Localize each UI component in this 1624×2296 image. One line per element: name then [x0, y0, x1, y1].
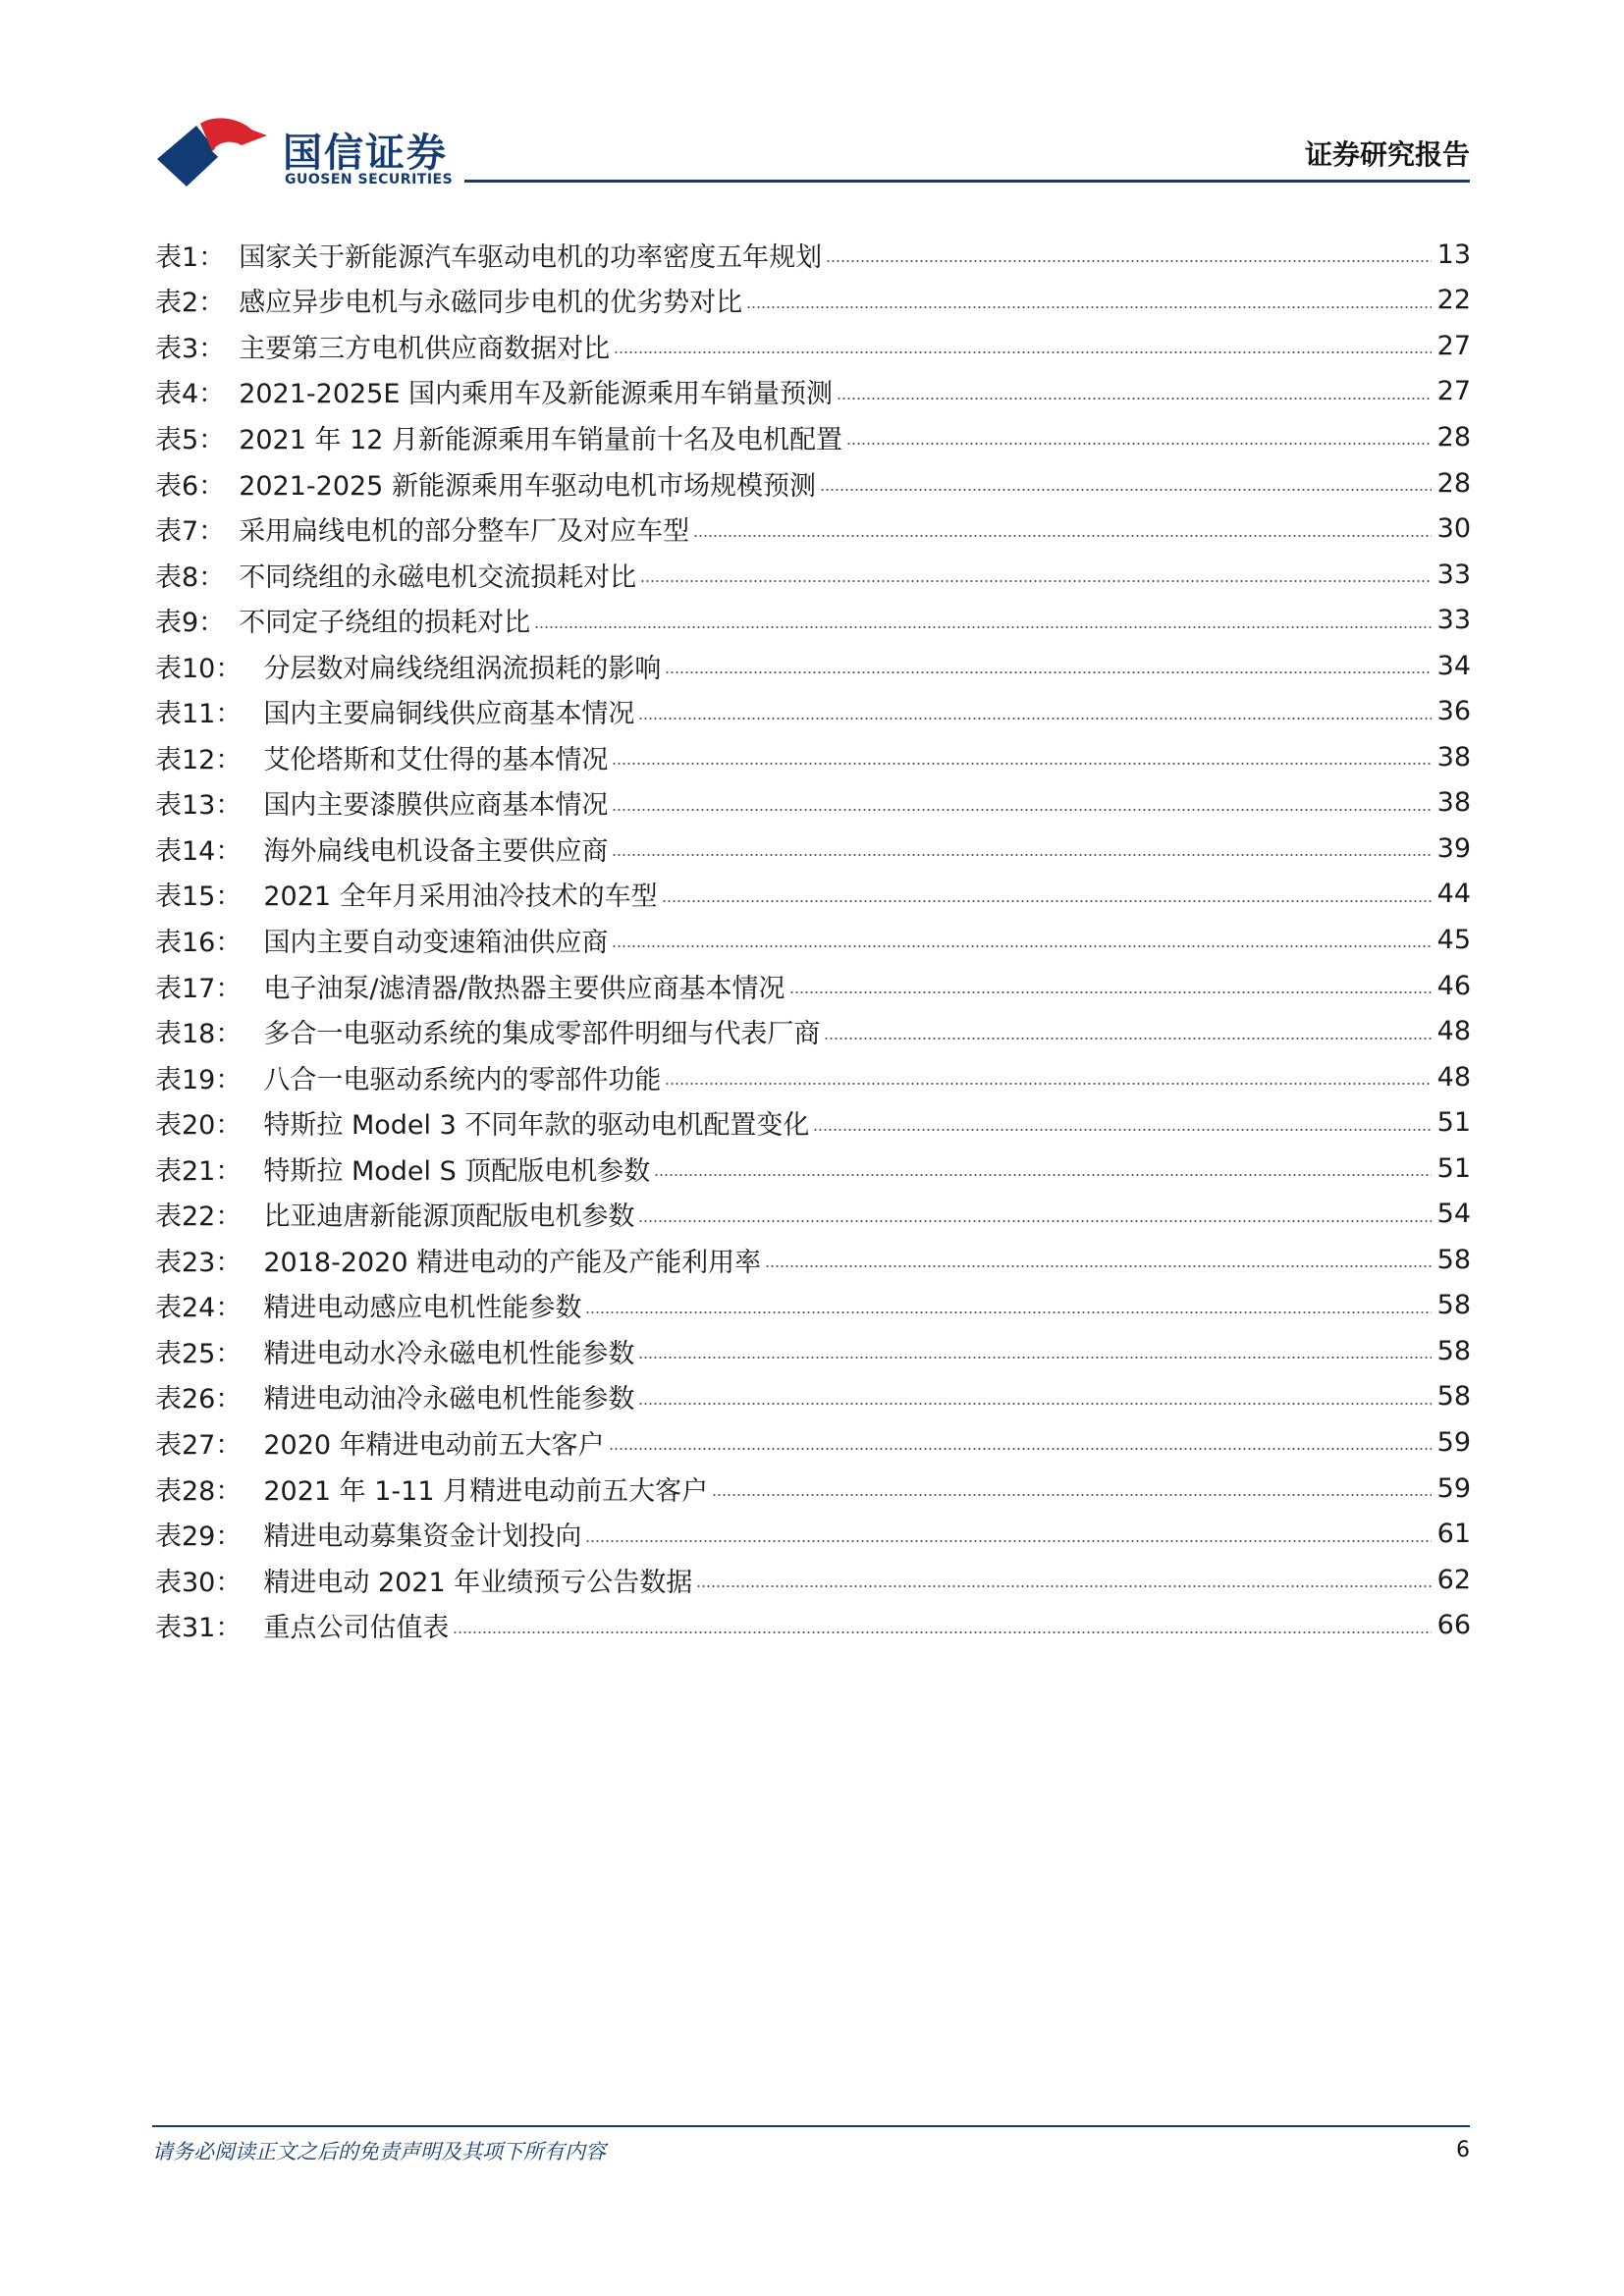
- toc-entry-label: 表13：: [155, 790, 243, 822]
- toc-entry-leader: [638, 1403, 1431, 1405]
- toc-entry[interactable]: [155, 1099, 1471, 1146]
- toc-entry-label: 表3：: [155, 333, 226, 364]
- toc-entry-title: 特斯拉 Model S 顶配版电机参数: [263, 1155, 651, 1187]
- toc-entry[interactable]: [155, 323, 1471, 369]
- table-of-contents: [155, 232, 1471, 1648]
- toc-entry-leader: [614, 351, 1431, 353]
- toc-entry-label: 表4：: [155, 379, 226, 410]
- toc-entry-page: 39: [1436, 832, 1471, 864]
- toc-entry-leader: [612, 809, 1431, 811]
- toc-entry-title: 分层数对扁线绕组涡流损耗的影响: [263, 653, 662, 684]
- toc-entry-title: 感应异步电机与永磁同步电机的优劣势对比: [239, 288, 743, 319]
- toc-entry-leader: [820, 489, 1432, 491]
- toc-entry-leader: [612, 854, 1431, 856]
- toc-entry-label: 表17：: [155, 973, 243, 1004]
- toc-entry-title: 精进电动油冷永磁电机性能参数: [263, 1384, 635, 1415]
- toc-entry-page: 22: [1436, 285, 1471, 316]
- toc-entry[interactable]: [155, 597, 1471, 643]
- toc-entry[interactable]: [155, 1557, 1471, 1603]
- page-header: [0, 0, 1624, 196]
- toc-entry-label: 表25：: [155, 1338, 243, 1369]
- toc-entry-page: 27: [1436, 376, 1471, 407]
- toc-entry-label: 表31：: [155, 1613, 243, 1644]
- toc-entry-page: 30: [1436, 513, 1471, 545]
- toc-entry-leader: [662, 900, 1432, 902]
- toc-entry-leader: [640, 580, 1431, 582]
- brand-name-en: GUOSEN SECURITIES: [285, 172, 454, 187]
- toc-entry-leader: [654, 1174, 1431, 1176]
- toc-entry-page: 28: [1436, 421, 1471, 453]
- toc-entry-title: 艾伦塔斯和艾仕得的基本情况: [263, 744, 609, 775]
- toc-entry-page: 59: [1436, 1472, 1471, 1504]
- toc-entry-label: 表8：: [155, 561, 226, 593]
- toc-entry[interactable]: [155, 1237, 1471, 1283]
- toc-entry[interactable]: [155, 1008, 1471, 1054]
- toc-entry-label: 表6：: [155, 470, 226, 502]
- toc-entry[interactable]: [155, 872, 1471, 918]
- toc-entry-title: 精进电动水冷永磁电机性能参数: [263, 1338, 635, 1369]
- toc-entry-leader: [826, 260, 1431, 262]
- toc-entry-page: 33: [1436, 605, 1471, 636]
- footer-divider: [152, 2125, 1470, 2127]
- toc-entry-page: 59: [1436, 1426, 1471, 1458]
- toc-entry-page: 46: [1436, 970, 1471, 1001]
- toc-entry-title: 2021-2025E 国内乘用车及新能源乘用车销量预测: [239, 379, 833, 410]
- toc-entry-title: 精进电动募集资金计划投向: [263, 1522, 582, 1553]
- toc-entry-title: 2021-2025 新能源乘用车驱动电机市场规模预测: [239, 470, 816, 502]
- toc-entry-leader: [453, 1631, 1431, 1633]
- toc-entry-page: 61: [1436, 1519, 1471, 1550]
- toc-entry-title: 八合一电驱动系统内的零部件功能: [263, 1064, 662, 1095]
- toc-entry-label: 表23：: [155, 1247, 243, 1278]
- toc-entry-title: 国内主要自动变速箱油供应商: [263, 927, 609, 958]
- toc-entry-title: 国内主要扁铜线供应商基本情况: [263, 699, 635, 730]
- toc-entry-label: 表22：: [155, 1201, 243, 1233]
- brand-logo-icon: [157, 116, 275, 187]
- toc-entry-title: 比亚迪唐新能源顶配版电机参数: [263, 1201, 635, 1233]
- toc-entry[interactable]: [155, 734, 1471, 780]
- toc-entry-label: 表11：: [155, 699, 243, 730]
- toc-entry[interactable]: [155, 1466, 1471, 1512]
- toc-entry-title: 国家关于新能源汽车驱动电机的功率密度五年规划: [239, 241, 823, 273]
- toc-entry-label: 表19：: [155, 1064, 243, 1095]
- toc-entry-leader: [638, 1357, 1431, 1359]
- toc-entry-label: 表7：: [155, 516, 226, 548]
- toc-entry-leader: [765, 1265, 1432, 1267]
- brand-logo: [157, 116, 452, 194]
- toc-entry-title: 国内主要漆膜供应商基本情况: [263, 790, 609, 822]
- toc-entry-label: 表5：: [155, 424, 226, 455]
- toc-entry[interactable]: [155, 963, 1471, 1009]
- page-number: 6: [1456, 2138, 1470, 2163]
- toc-entry-page: 51: [1436, 1107, 1471, 1139]
- toc-entry[interactable]: [155, 688, 1471, 734]
- toc-entry-leader: [638, 718, 1431, 720]
- toc-entry-title: 2020 年精进电动前五大客户: [263, 1429, 605, 1461]
- toc-entry-page: 58: [1436, 1335, 1471, 1366]
- toc-entry[interactable]: [155, 1054, 1471, 1100]
- toc-entry-page: 38: [1436, 787, 1471, 819]
- toc-entry-leader: [612, 763, 1431, 765]
- toc-entry-page: 45: [1436, 924, 1471, 955]
- toc-entry[interactable]: [155, 1283, 1471, 1329]
- toc-entry-page: 58: [1436, 1244, 1471, 1275]
- toc-entry-page: 27: [1436, 330, 1471, 361]
- toc-entry[interactable]: [155, 232, 1471, 278]
- toc-entry-title: 多合一电驱动系统的集成零部件明细与代表厂商: [263, 1019, 821, 1050]
- toc-entry-leader: [712, 1494, 1432, 1496]
- footer-disclaimer: 请务必阅读正文之后的免责声明及其项下所有内容: [152, 2140, 606, 2163]
- toc-entry-leader: [585, 1540, 1431, 1542]
- toc-entry[interactable]: [155, 1602, 1471, 1648]
- toc-entry-leader: [609, 1448, 1432, 1450]
- toc-entry-title: 海外扁线电机设备主要供应商: [263, 835, 609, 867]
- toc-entry[interactable]: [155, 1511, 1471, 1557]
- toc-entry-page: 66: [1436, 1610, 1471, 1641]
- toc-entry[interactable]: [155, 826, 1471, 872]
- toc-entry-label: 表9：: [155, 608, 226, 639]
- toc-entry[interactable]: [155, 460, 1471, 507]
- toc-entry-title: 特斯拉 Model 3 不同年款的驱动电机配置变化: [263, 1110, 810, 1142]
- toc-entry-leader: [612, 945, 1431, 947]
- toc-entry-title: 不同绕组的永磁电机交流损耗对比: [239, 561, 637, 593]
- toc-entry-label: 表15：: [155, 881, 243, 913]
- toc-entry-page: 58: [1436, 1290, 1471, 1321]
- toc-entry-page: 36: [1436, 696, 1471, 727]
- header-divider: [464, 180, 1470, 183]
- toc-entry-label: 表28：: [155, 1475, 243, 1507]
- toc-entry-label: 表21：: [155, 1155, 243, 1187]
- toc-entry-label: 表30：: [155, 1567, 243, 1598]
- toc-entry-page: 48: [1436, 1016, 1471, 1047]
- toc-entry-page: 58: [1436, 1381, 1471, 1413]
- toc-entry-leader: [824, 1038, 1431, 1040]
- toc-entry-title: 采用扁线电机的部分整车厂及对应车型: [239, 516, 690, 548]
- toc-entry-label: 表12：: [155, 744, 243, 775]
- toc-entry[interactable]: [155, 506, 1471, 552]
- toc-entry-label: 表1：: [155, 241, 226, 273]
- toc-entry-label: 表20：: [155, 1110, 243, 1142]
- toc-entry[interactable]: [155, 1328, 1471, 1374]
- toc-entry-label: 表16：: [155, 927, 243, 958]
- toc-entry-leader: [665, 671, 1431, 673]
- toc-entry-page: 44: [1436, 879, 1471, 910]
- toc-entry-leader: [813, 1129, 1431, 1131]
- toc-entry-title: 不同定子绕组的损耗对比: [239, 608, 531, 639]
- toc-entry-title: 2018-2020 精进电动的产能及产能利用率: [263, 1247, 762, 1278]
- toc-entry-label: 表2：: [155, 288, 226, 319]
- toc-entry-page: 34: [1436, 650, 1471, 681]
- brand-name-cn: 国信证券: [283, 131, 448, 176]
- toc-entry-title: 精进电动感应电机性能参数: [263, 1293, 582, 1324]
- toc-entry-page: 48: [1436, 1061, 1471, 1093]
- toc-entry[interactable]: [155, 278, 1471, 324]
- toc-entry-title: 电子油泵/滤清器/散热器主要供应商基本情况: [263, 973, 785, 1004]
- toc-entry-leader: [696, 1585, 1431, 1587]
- toc-entry-title: 2021 全年月采用油冷技术的车型: [263, 881, 658, 913]
- toc-entry-page: 28: [1436, 467, 1471, 499]
- toc-entry-leader: [846, 443, 1432, 445]
- toc-entry-page: 13: [1436, 239, 1471, 270]
- toc-entry[interactable]: [155, 1146, 1471, 1192]
- toc-entry-page: 54: [1436, 1199, 1471, 1230]
- toc-entry-title: 重点公司估值表: [263, 1613, 450, 1644]
- toc-entry-leader: [693, 535, 1431, 537]
- toc-entry[interactable]: [155, 414, 1471, 460]
- toc-entry-leader: [837, 398, 1432, 400]
- toc-entry-leader: [665, 1083, 1431, 1085]
- toc-entry-label: 表24：: [155, 1293, 243, 1324]
- toc-entry[interactable]: [155, 1374, 1471, 1420]
- toc-entry-page: 33: [1436, 559, 1471, 590]
- toc-entry-title: 主要第三方电机供应商数据对比: [239, 333, 611, 364]
- report-type: 证券研究报告: [1304, 138, 1470, 171]
- toc-entry-label: 表14：: [155, 835, 243, 867]
- toc-entry[interactable]: [155, 643, 1471, 689]
- toc-entry-leader: [638, 1220, 1431, 1222]
- toc-entry-leader: [789, 991, 1432, 993]
- toc-entry[interactable]: [155, 552, 1471, 598]
- toc-entry-title: 精进电动 2021 年业绩预亏公告数据: [263, 1567, 693, 1598]
- toc-entry-label: 表18：: [155, 1019, 243, 1050]
- toc-entry[interactable]: [155, 780, 1471, 827]
- toc-entry-title: 2021 年 1-11 月精进电动前五大客户: [263, 1475, 709, 1507]
- toc-entry-page: 38: [1436, 741, 1471, 773]
- toc-entry[interactable]: [155, 917, 1471, 963]
- toc-entry-page: 62: [1436, 1564, 1471, 1595]
- toc-entry-leader: [534, 626, 1431, 628]
- toc-entry-leader: [585, 1311, 1431, 1313]
- toc-entry-leader: [746, 306, 1431, 308]
- toc-entry-label: 表26：: [155, 1384, 243, 1415]
- toc-entry[interactable]: [155, 369, 1471, 415]
- toc-entry[interactable]: [155, 1191, 1471, 1237]
- toc-entry-title: 2021 年 12 月新能源乘用车销量前十名及电机配置: [239, 424, 843, 455]
- toc-entry-page: 51: [1436, 1152, 1471, 1184]
- toc-entry-label: 表27：: [155, 1429, 243, 1461]
- toc-entry[interactable]: [155, 1419, 1471, 1466]
- toc-entry-label: 表10：: [155, 653, 243, 684]
- toc-entry-label: 表29：: [155, 1522, 243, 1553]
